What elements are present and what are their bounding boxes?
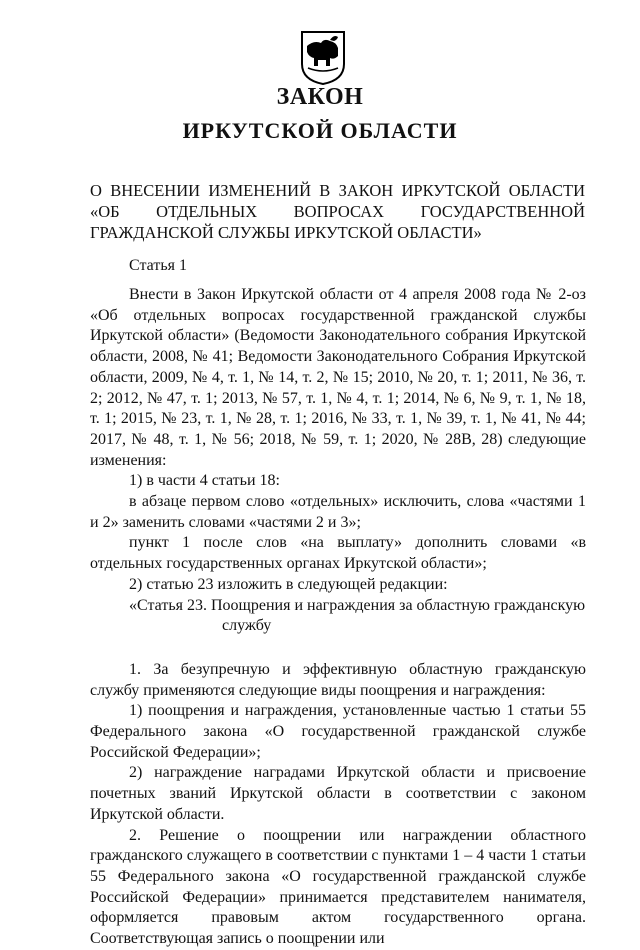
paragraph: 2. Решение о поощрении или награждении областного гражданского служащего в соответствии с пунктами 1 – 4 части 1 статьи 55 Федерального закона «О государственной гражданской службе Российской Федерации» принимается представителем нанимателя, оформляется правовым актом государственного органа. Соответствующая запись о поощрении или (90, 826, 586, 948)
paragraph: 2) награждение наградами Иркутской области и присвоение почетных званий Иркутской области в соответствии с законом Иркутской области. (90, 764, 586, 823)
law-heading: О ВНЕСЕНИИ ИЗМЕНЕНИЙ В ЗАКОН ИРКУТСКОЙ ОБЛАСТИ «ОБ ОТДЕЛЬНЫХ ВОПРОСАХ ГОСУДАРСТВЕННОЙ ГРАЖДАНСКОЙ СЛУЖБЫ ИРКУТСКОЙ ОБЛАСТИ» (90, 181, 585, 242)
paragraph: службу (222, 617, 272, 635)
document-body (90, 285, 586, 950)
paragraph: 2) статью 23 изложить в следующей редакции: (129, 575, 448, 593)
regional-coat-of-arms (300, 30, 346, 86)
paragraph: 1) в части 4 статьи 18: (129, 472, 280, 490)
document-type-title: ЗАКОН (276, 84, 364, 110)
paragraph: пункт 1 после слов «на выплату» дополнить словами «в отдельных государственных органах Иркутской области»; (90, 534, 586, 573)
paragraph: в абзаце первом слово «отдельных» исключить, слова «частями 1 и 2» заменить словами «частями 2 и 3»; (90, 493, 586, 531)
paragraph: 1. За безупречную и эффективную областную гражданскую службу применяются следующие виды поощрения и награждения: (90, 660, 586, 699)
document-region-title: ИРКУТСКОЙ ОБЛАСТИ (182, 118, 458, 143)
paragraph: Внести в Закон Иркутской области от 4 апреля 2008 года № 2-оз «Об отдельных вопросах государственной гражданской службы Иркутской области» (Ведомости Законодательного собрания Иркутской области, 2008, № 41; Ведомости Законодательного Собрания Иркутской области, 2009, № 4, т. 1, № 14, т. 2, № 15; 2010, № 20, т. 1; 2011, № 36, т. 2; 2012, № 47, т. 1; 2013, № 57, т. 1, № 4, т. 1; 2014, № 6, № 9, т. 1, № 18, т. 1; 2015, № 23, т. 1, № 28, т. 1; 2016, № 33, т. 1, № 39, т. 1, № 41, № 44; 2017, № 48, т. 1, № 56; 2018, № 59, т. 1; 2020, № 28В, 28) следующие изменения: (90, 286, 586, 469)
paragraph: 1) поощрения и награждения, установленные частью 1 статьи 55 Федерального закона «О государственной гражданской службе Российской Федерации»; (90, 702, 586, 761)
article-label: Статья 1 (129, 257, 187, 274)
paragraph: «Статья 23. Поощрения и награждения за областную гражданскую (129, 596, 586, 614)
